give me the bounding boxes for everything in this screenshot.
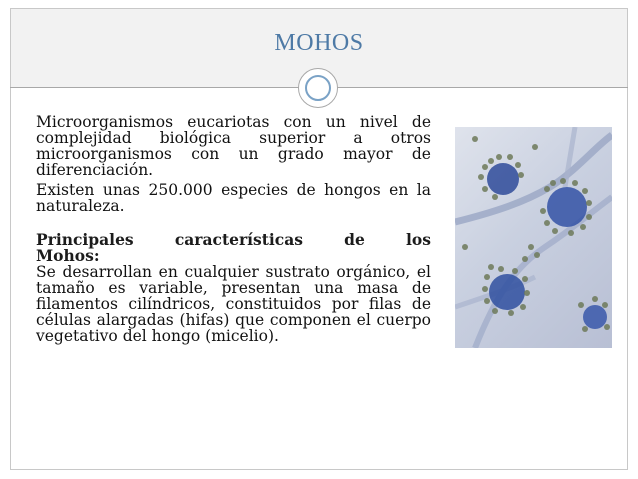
paragraph-species: Existen unas 250.000 especies de hongos en la naturaleza. bbox=[36, 181, 431, 215]
divider-medallion-icon bbox=[298, 68, 338, 108]
section-heading-line-1: Principales características de los bbox=[36, 230, 431, 249]
paragraph-intro: Microorganismos eucariotas con un nivel de complejidad biológica superior a otros microorganismos con un grado mayor de diferenciación. bbox=[36, 113, 431, 179]
body-text bbox=[36, 114, 431, 344]
paragraph-characteristics: Se desarrollan en cualquier sustrato orgánico, el tamaño es variable, presentan una masa de filamentos cilíndricos, constituidos por filas de células alargadas (hifas) que componen el cuerpo vegetativo del hongo (micelio). bbox=[36, 263, 431, 345]
slide-title: MOHOS bbox=[274, 30, 364, 56]
medallion-ring-icon bbox=[305, 75, 331, 101]
mold-micrograph-drawing bbox=[455, 127, 612, 348]
mold-micrograph-image bbox=[455, 127, 612, 348]
section-heading bbox=[36, 232, 431, 264]
section-heading-line-2: Mohos: bbox=[36, 246, 100, 265]
